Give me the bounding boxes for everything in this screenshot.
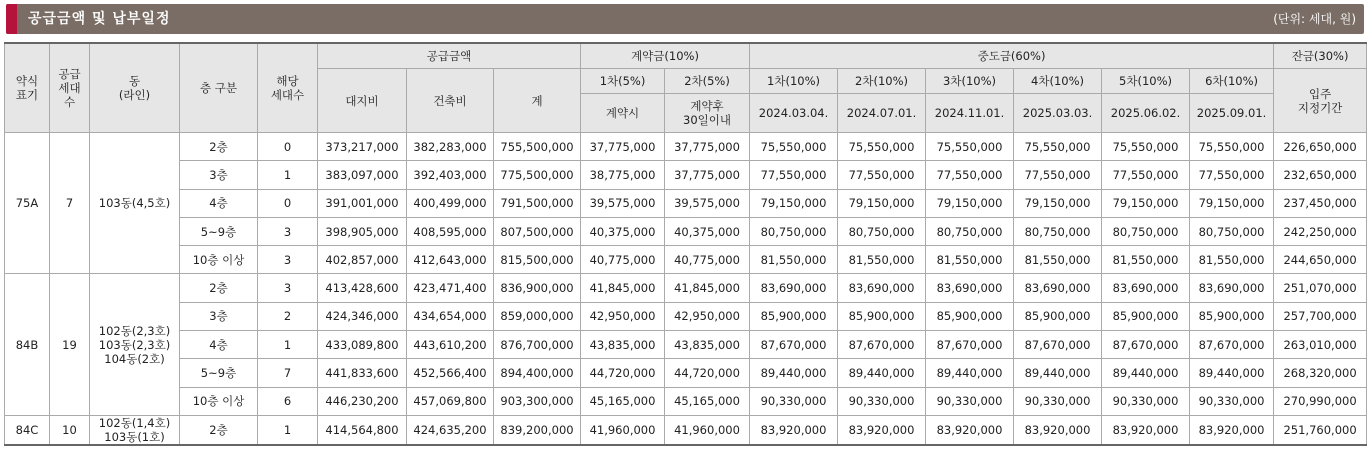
contract-2-cell: 39,575,000	[665, 189, 750, 217]
table-row	[5, 189, 1367, 217]
contract-1-cell: 40,775,000	[581, 246, 665, 274]
floor-households-cell: 3	[258, 274, 318, 302]
total-cell: 755,500,000	[494, 133, 581, 161]
middle-3-cell: 90,330,000	[926, 387, 1014, 415]
total-cell: 894,400,000	[494, 359, 581, 387]
construction-cell: 443,610,200	[407, 331, 494, 359]
middle-5-cell: 89,440,000	[1102, 359, 1190, 387]
middle-5-cell: 80,750,000	[1102, 217, 1190, 245]
table-body	[5, 133, 1367, 445]
floor-households-cell: 3	[258, 217, 318, 245]
middle-2-date: 2024.07.01.	[838, 94, 926, 133]
balance-cell: 268,320,000	[1274, 359, 1367, 387]
contract-1-when: 계약시	[581, 94, 665, 133]
middle-1-header: 1차(10%)	[750, 69, 838, 94]
contract-2-when: 계약후 30일이내	[665, 94, 750, 133]
total-cell: 876,700,000	[494, 331, 581, 359]
middle-1-cell: 87,670,000	[750, 331, 838, 359]
middle-4-cell: 87,670,000	[1014, 331, 1102, 359]
middle-1-cell: 75,550,000	[750, 133, 838, 161]
land-cell: 398,905,000	[318, 217, 407, 245]
contract-1-cell: 43,835,000	[581, 331, 665, 359]
building-cell: 102동(1,4호) 103동(1호)	[90, 415, 180, 445]
balance-when-header: 입주 지정기간	[1274, 69, 1367, 133]
contract-1-cell: 44,720,000	[581, 359, 665, 387]
total-cell: 836,900,000	[494, 274, 581, 302]
col-building-header: 동 (라인)	[90, 43, 180, 133]
middle-2-cell: 83,690,000	[838, 274, 926, 302]
construction-header: 건축비	[407, 69, 494, 133]
middle-2-cell: 77,550,000	[838, 161, 926, 189]
middle-4-cell: 83,920,000	[1014, 415, 1102, 445]
table-row	[5, 161, 1367, 189]
table-row	[5, 133, 1367, 161]
construction-cell: 457,069,800	[407, 387, 494, 415]
households-cell: 7	[50, 133, 90, 274]
construction-cell: 423,471,400	[407, 274, 494, 302]
middle-5-date: 2025.06.02.	[1102, 94, 1190, 133]
contract-2-cell: 45,165,000	[665, 387, 750, 415]
balance-cell: 242,250,000	[1274, 217, 1367, 245]
land-cell: 373,217,000	[318, 133, 407, 161]
land-cell: 446,230,200	[318, 387, 407, 415]
floor-households-cell: 6	[258, 387, 318, 415]
floor-cell: 10층 이상	[180, 246, 258, 274]
middle-5-cell: 81,550,000	[1102, 246, 1190, 274]
col-floor-header: 층 구분	[180, 43, 258, 133]
floor-households-cell: 2	[258, 302, 318, 330]
middle-2-cell: 75,550,000	[838, 133, 926, 161]
middle-4-cell: 83,690,000	[1014, 274, 1102, 302]
section-title-bar	[6, 4, 1364, 34]
middle-1-cell: 79,150,000	[750, 189, 838, 217]
contract-2-cell: 43,835,000	[665, 331, 750, 359]
middle-1-cell: 89,440,000	[750, 359, 838, 387]
contract-2-cell: 44,720,000	[665, 359, 750, 387]
middle-4-cell: 90,330,000	[1014, 387, 1102, 415]
middle-3-date: 2024.11.01.	[926, 94, 1014, 133]
land-cell: 441,833,600	[318, 359, 407, 387]
construction-cell: 434,654,000	[407, 302, 494, 330]
middle-6-cell: 85,900,000	[1190, 302, 1274, 330]
floor-households-cell: 1	[258, 415, 318, 445]
contract-2-header: 2차(5%)	[665, 69, 750, 94]
construction-cell: 412,643,000	[407, 246, 494, 274]
contract-2-cell: 41,960,000	[665, 415, 750, 445]
construction-cell: 382,283,000	[407, 133, 494, 161]
middle-3-cell: 85,900,000	[926, 302, 1014, 330]
contract-1-cell: 39,575,000	[581, 189, 665, 217]
construction-cell: 452,566,400	[407, 359, 494, 387]
middle-5-header: 5차(10%)	[1102, 69, 1190, 94]
balance-cell: 251,760,000	[1274, 415, 1367, 445]
balance-cell: 232,650,000	[1274, 161, 1367, 189]
table-row	[5, 359, 1367, 387]
floor-cell: 5~9층	[180, 217, 258, 245]
middle-6-cell: 87,670,000	[1190, 331, 1274, 359]
contract-1-cell: 40,375,000	[581, 217, 665, 245]
total-cell: 839,200,000	[494, 415, 581, 445]
contract-2-cell: 41,845,000	[665, 274, 750, 302]
middle-5-cell: 77,550,000	[1102, 161, 1190, 189]
households-cell: 10	[50, 415, 90, 445]
contract-1-header: 1차(5%)	[581, 69, 665, 94]
middle-6-date: 2025.09.01.	[1190, 94, 1274, 133]
contract-1-cell: 45,165,000	[581, 387, 665, 415]
contract-2-cell: 37,775,000	[665, 161, 750, 189]
floor-cell: 2층	[180, 415, 258, 445]
construction-cell: 400,499,000	[407, 189, 494, 217]
balance-header: 잔금(30%)	[1274, 43, 1367, 69]
middle-2-cell: 89,440,000	[838, 359, 926, 387]
contract-2-cell: 42,950,000	[665, 302, 750, 330]
type-cell: 84B	[5, 274, 50, 415]
type-cell: 75A	[5, 133, 50, 274]
contract-1-cell: 38,775,000	[581, 161, 665, 189]
middle-4-cell: 80,750,000	[1014, 217, 1102, 245]
middle-3-cell: 80,750,000	[926, 217, 1014, 245]
col-floor-households-header: 해당 세대수	[258, 43, 318, 133]
balance-cell: 270,990,000	[1274, 387, 1367, 415]
construction-cell: 408,595,000	[407, 217, 494, 245]
middle-5-cell: 90,330,000	[1102, 387, 1190, 415]
total-cell: 791,500,000	[494, 189, 581, 217]
supply-price-header: 공급금액	[318, 43, 581, 69]
balance-cell: 244,650,000	[1274, 246, 1367, 274]
middle-1-cell: 80,750,000	[750, 217, 838, 245]
middle-3-cell: 75,550,000	[926, 133, 1014, 161]
middle-3-cell: 83,690,000	[926, 274, 1014, 302]
middle-3-cell: 81,550,000	[926, 246, 1014, 274]
middle-4-cell: 75,550,000	[1014, 133, 1102, 161]
unit-note: (단위: 세대, 원)	[1273, 12, 1356, 26]
table-row	[5, 246, 1367, 274]
floor-cell: 3층	[180, 302, 258, 330]
contract-1-cell: 37,775,000	[581, 133, 665, 161]
land-cell: 433,089,800	[318, 331, 407, 359]
table-header	[5, 43, 1367, 133]
section-title: 공급금액 및 납부일정	[28, 11, 171, 27]
table-row	[5, 302, 1367, 330]
floor-cell: 4층	[180, 331, 258, 359]
middle-5-cell: 79,150,000	[1102, 189, 1190, 217]
floor-cell: 10층 이상	[180, 387, 258, 415]
total-cell: 815,500,000	[494, 246, 581, 274]
col-type-header: 약식 표기	[5, 43, 50, 133]
contract-2-cell: 40,375,000	[665, 217, 750, 245]
middle-1-cell: 85,900,000	[750, 302, 838, 330]
building-cell: 102동(2,3호) 103동(2,3호) 104동(2호)	[90, 274, 180, 415]
land-cell: 402,857,000	[318, 246, 407, 274]
land-cell: 383,097,000	[318, 161, 407, 189]
middle-2-cell: 79,150,000	[838, 189, 926, 217]
middle-6-cell: 83,920,000	[1190, 415, 1274, 445]
middle-5-cell: 83,920,000	[1102, 415, 1190, 445]
middle-6-cell: 83,690,000	[1190, 274, 1274, 302]
middle-payment-header: 중도금(60%)	[750, 43, 1274, 69]
floor-households-cell: 1	[258, 331, 318, 359]
balance-cell: 263,010,000	[1274, 331, 1367, 359]
land-cell: 413,428,600	[318, 274, 407, 302]
total-cell: 775,500,000	[494, 161, 581, 189]
households-cell: 19	[50, 274, 90, 415]
middle-2-header: 2차(10%)	[838, 69, 926, 94]
middle-6-cell: 77,550,000	[1190, 161, 1274, 189]
middle-2-cell: 81,550,000	[838, 246, 926, 274]
type-cell: 84C	[5, 415, 50, 445]
middle-1-cell: 83,920,000	[750, 415, 838, 445]
contract-2-cell: 40,775,000	[665, 246, 750, 274]
middle-3-cell: 87,670,000	[926, 331, 1014, 359]
floor-households-cell: 0	[258, 189, 318, 217]
construction-cell: 392,403,000	[407, 161, 494, 189]
middle-4-cell: 79,150,000	[1014, 189, 1102, 217]
balance-cell: 251,070,000	[1274, 274, 1367, 302]
contract-header: 계약금(10%)	[581, 43, 750, 69]
middle-5-cell: 75,550,000	[1102, 133, 1190, 161]
balance-cell: 226,650,000	[1274, 133, 1367, 161]
land-cell: 424,346,000	[318, 302, 407, 330]
middle-2-cell: 85,900,000	[838, 302, 926, 330]
middle-4-cell: 85,900,000	[1014, 302, 1102, 330]
middle-3-header: 3차(10%)	[926, 69, 1014, 94]
contract-1-cell: 41,960,000	[581, 415, 665, 445]
table-row	[5, 274, 1367, 302]
middle-6-cell: 79,150,000	[1190, 189, 1274, 217]
middle-6-header: 6차(10%)	[1190, 69, 1274, 94]
building-cell: 103동(4,5호)	[90, 133, 180, 274]
floor-cell: 2층	[180, 133, 258, 161]
middle-2-cell: 83,920,000	[838, 415, 926, 445]
middle-2-cell: 90,330,000	[838, 387, 926, 415]
middle-1-cell: 77,550,000	[750, 161, 838, 189]
floor-households-cell: 1	[258, 161, 318, 189]
total-header: 계	[494, 69, 581, 133]
total-cell: 859,000,000	[494, 302, 581, 330]
land-cell: 414,564,800	[318, 415, 407, 445]
table-row	[5, 217, 1367, 245]
land-cell: 391,001,000	[318, 189, 407, 217]
middle-1-cell: 83,690,000	[750, 274, 838, 302]
balance-cell: 257,700,000	[1274, 302, 1367, 330]
floor-households-cell: 3	[258, 246, 318, 274]
middle-3-cell: 77,550,000	[926, 161, 1014, 189]
middle-2-cell: 87,670,000	[838, 331, 926, 359]
middle-4-header: 4차(10%)	[1014, 69, 1102, 94]
table-row	[5, 387, 1367, 415]
table-row	[5, 415, 1367, 445]
total-cell: 807,500,000	[494, 217, 581, 245]
middle-3-cell: 89,440,000	[926, 359, 1014, 387]
contract-2-cell: 37,775,000	[665, 133, 750, 161]
middle-6-cell: 80,750,000	[1190, 217, 1274, 245]
land-header: 대지비	[318, 69, 407, 133]
floor-cell: 4층	[180, 189, 258, 217]
middle-4-date: 2025.03.03.	[1014, 94, 1102, 133]
balance-cell: 237,450,000	[1274, 189, 1367, 217]
middle-6-cell: 75,550,000	[1190, 133, 1274, 161]
middle-6-cell: 90,330,000	[1190, 387, 1274, 415]
middle-2-cell: 80,750,000	[838, 217, 926, 245]
middle-5-cell: 87,670,000	[1102, 331, 1190, 359]
contract-1-cell: 41,845,000	[581, 274, 665, 302]
middle-5-cell: 85,900,000	[1102, 302, 1190, 330]
table-row	[5, 331, 1367, 359]
middle-4-cell: 81,550,000	[1014, 246, 1102, 274]
middle-4-cell: 89,440,000	[1014, 359, 1102, 387]
middle-3-cell: 79,150,000	[926, 189, 1014, 217]
floor-cell: 3층	[180, 161, 258, 189]
col-households-header: 공급 세대 수	[50, 43, 90, 133]
middle-5-cell: 83,690,000	[1102, 274, 1190, 302]
middle-1-date: 2024.03.04.	[750, 94, 838, 133]
middle-6-cell: 89,440,000	[1190, 359, 1274, 387]
middle-4-cell: 77,550,000	[1014, 161, 1102, 189]
floor-cell: 2층	[180, 274, 258, 302]
floor-cell: 5~9층	[180, 359, 258, 387]
contract-1-cell: 42,950,000	[581, 302, 665, 330]
title-accent-mark	[6, 4, 17, 34]
middle-6-cell: 81,550,000	[1190, 246, 1274, 274]
floor-households-cell: 0	[258, 133, 318, 161]
middle-1-cell: 81,550,000	[750, 246, 838, 274]
floor-households-cell: 7	[258, 359, 318, 387]
construction-cell: 424,635,200	[407, 415, 494, 445]
supply-price-table	[4, 42, 1367, 446]
middle-3-cell: 83,920,000	[926, 415, 1014, 445]
middle-1-cell: 90,330,000	[750, 387, 838, 415]
total-cell: 903,300,000	[494, 387, 581, 415]
